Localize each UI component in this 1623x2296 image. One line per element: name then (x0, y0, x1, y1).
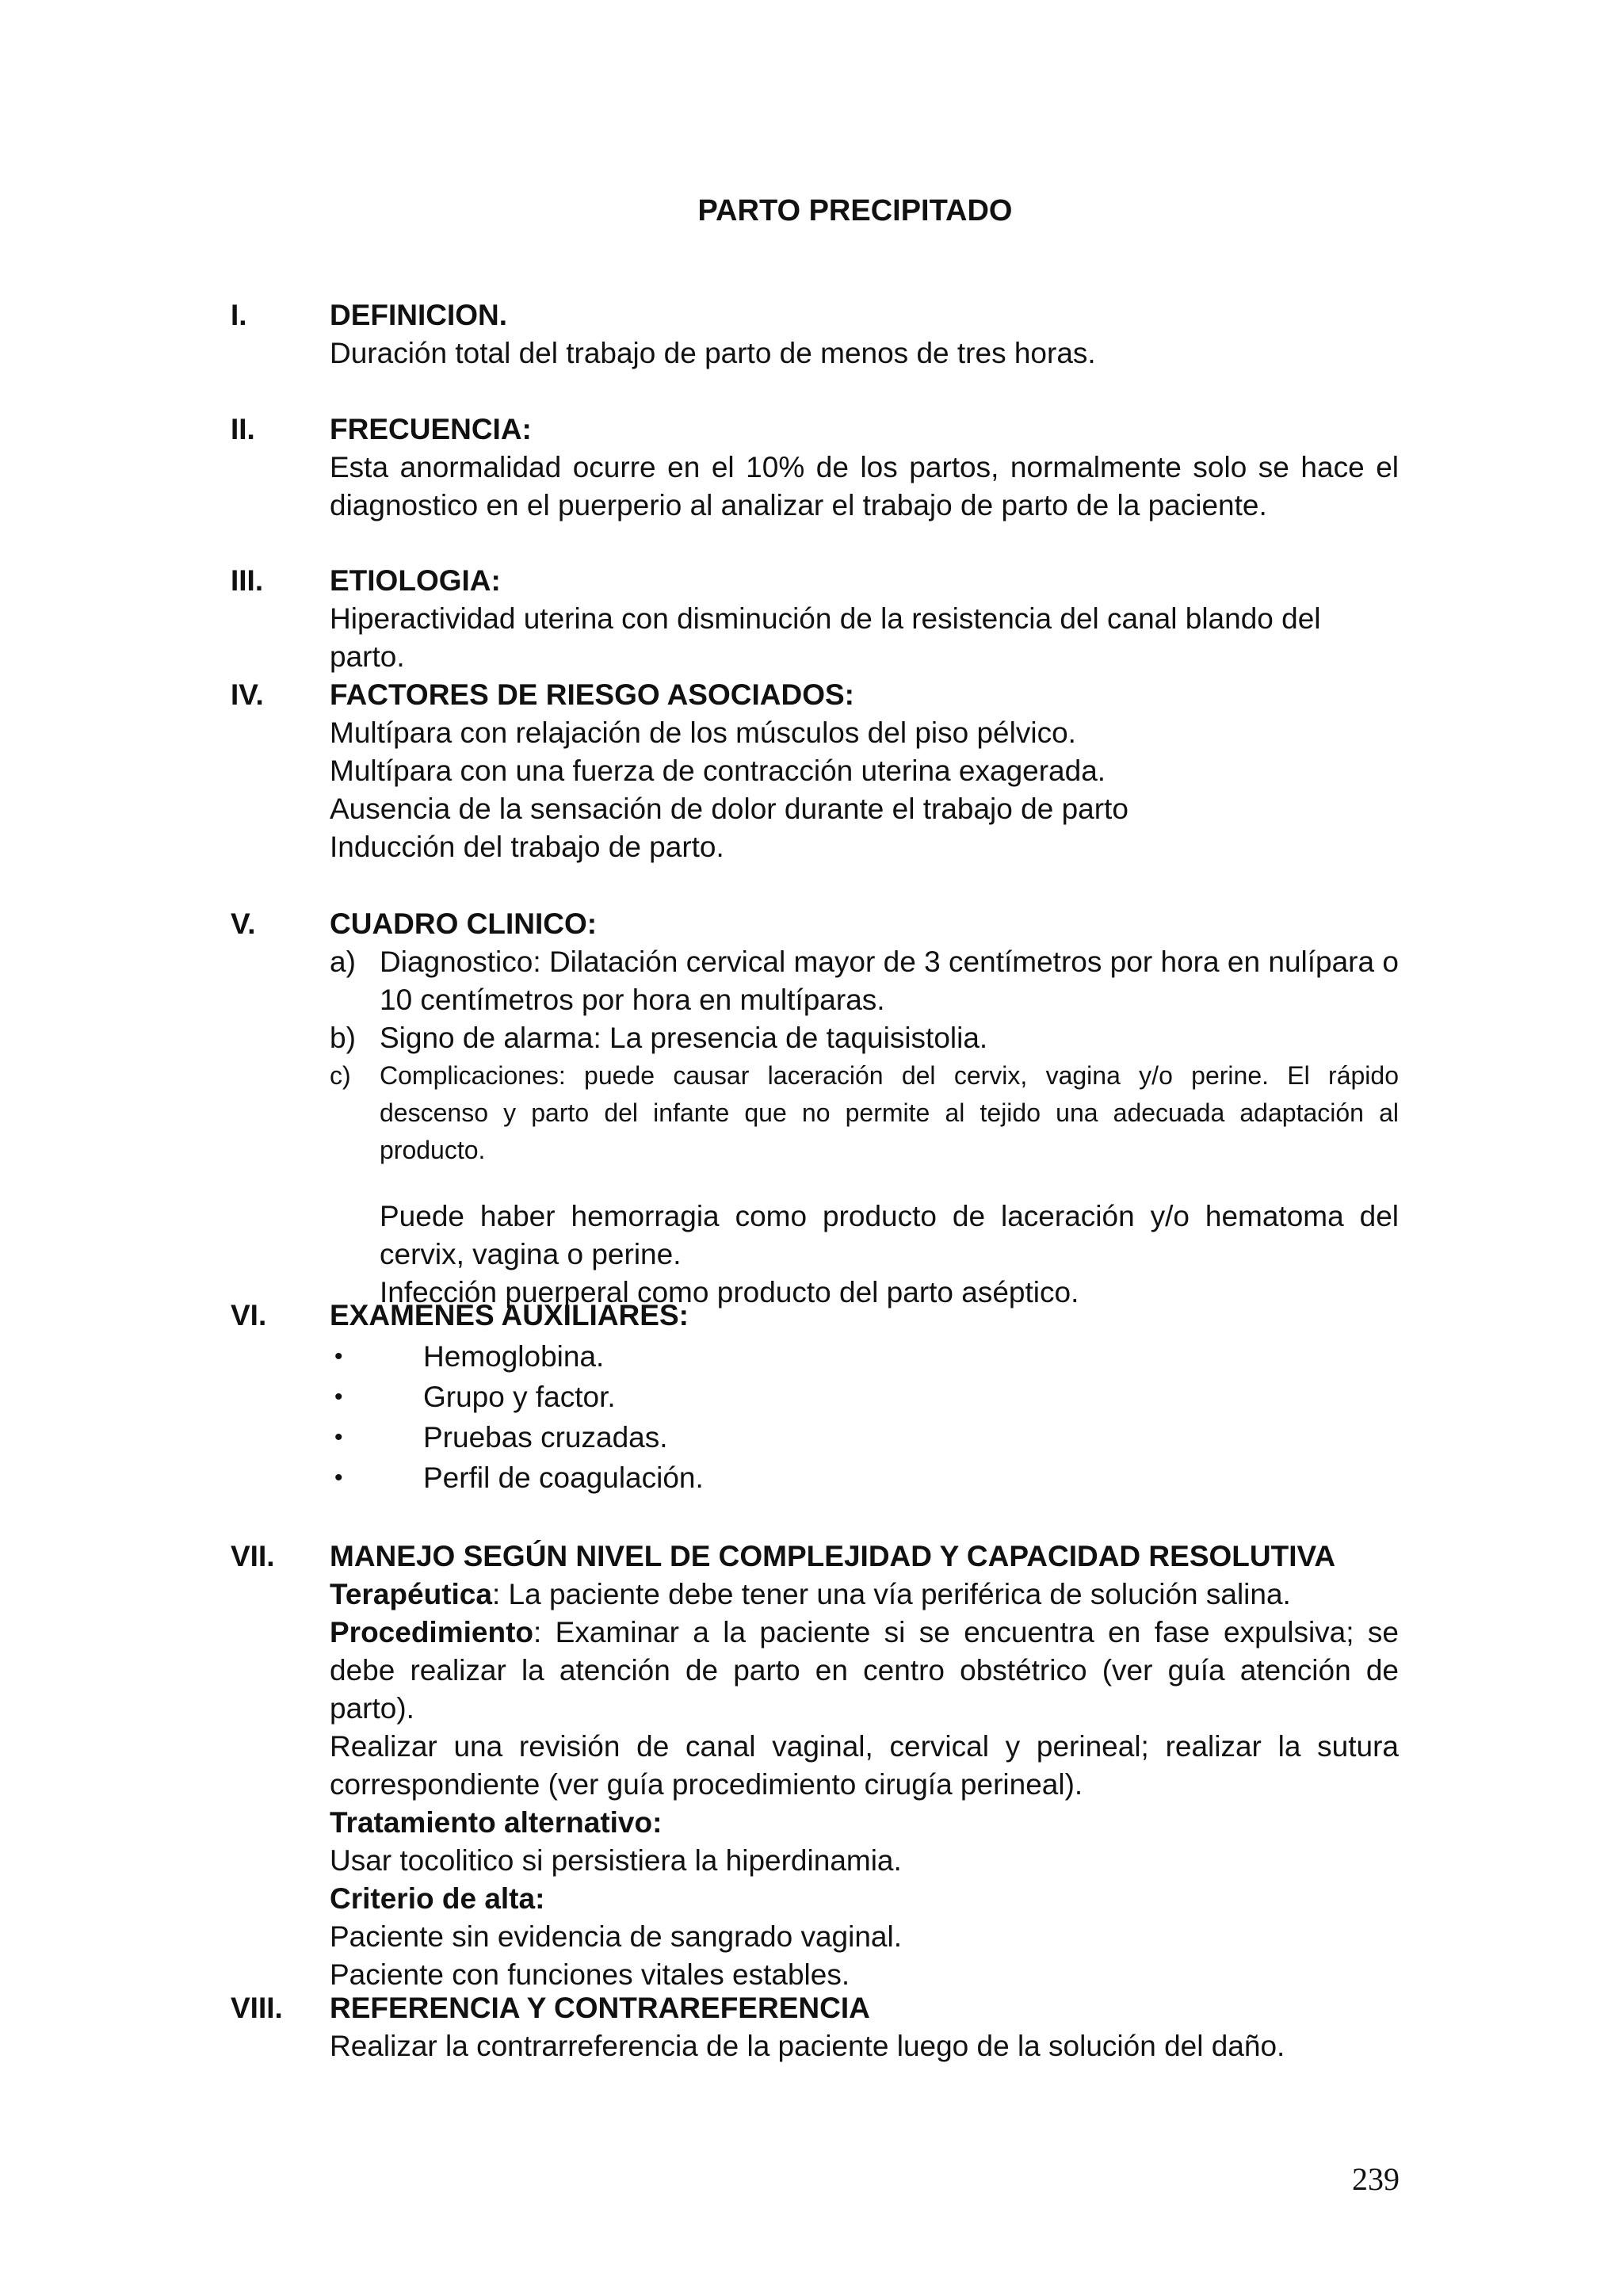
section-number: IV. (231, 678, 264, 711)
section-line: Realizar la contrarreferencia de la paciente luego de la solución del daño. (330, 2030, 1285, 2062)
section-heading: CUADRO CLINICO: (330, 907, 598, 940)
terapeutica-paragraph: Terapéutica: La paciente debe tener una vía periférica de solución salina. (330, 1578, 1291, 1610)
page-number: 239 (1352, 2161, 1400, 2197)
alternativo-label: Tratamiento alternativo: (330, 1806, 663, 1839)
section-number: III. (231, 564, 264, 597)
alternativo-text: Usar tocolitico si persistiera la hiperdinamia. (330, 1844, 902, 1877)
section-heading: REFERENCIA Y CONTRAREFERENCIA (330, 1992, 870, 2024)
lettered-item (330, 1057, 1399, 1169)
section-heading: ETIOLOGIA: (330, 564, 501, 597)
lettered-item (330, 1019, 1399, 1057)
revision-paragraph: Realizar una revisión de canal vaginal, cervical y perineal; realizar la sutura correspondiente (ver guía procedimiento cirugía perineal). (330, 1730, 1399, 1801)
alta-label: Criterio de alta: (330, 1882, 545, 1915)
item-label: b) (330, 1022, 356, 1054)
item-label: c) (330, 1061, 351, 1090)
bullet-item: • Hemoglobina. (330, 1336, 1399, 1377)
list-item: Inducción del trabajo de parto. (330, 831, 724, 863)
extra-paragraph: Puede haber hemorragia como producto de laceración y/o hematoma del cervix, vagina o perine. (380, 1200, 1399, 1270)
section-number: II. (231, 413, 255, 445)
extra-paragraph: Infección puerperal como producto del parto aséptico. (380, 1276, 1079, 1308)
lettered-item (330, 943, 1399, 1019)
section-line: Duración total del trabajo de parto de menos de tres horas. (330, 337, 1096, 369)
section-heading: EXAMENES AUXILIARES: (330, 1299, 689, 1331)
page-title: PARTO PRECIPITADO (697, 194, 1013, 227)
item-text: Complicaciones: puede causar laceración del cervix, vagina y/o perine. El rápido descenso y parto del infante que no permite al tejido una adecuada adaptación al producto. (380, 1061, 1399, 1164)
list-item: Ausencia de la sensación de dolor durante el trabajo de parto (330, 793, 1128, 825)
procedimiento-paragraph: Procedimiento: Examinar a la paciente si se encuentra en fase expulsiva; se debe realizar la atención de parto en centro obstétrico (ver guía atención de parto). (330, 1616, 1399, 1725)
alta-line: Paciente sin evidencia de sangrado vaginal. (330, 1920, 902, 1953)
section-heading: MANEJO SEGÚN NIVEL DE COMPLEJIDAD Y CAPACIDAD RESOLUTIVA (330, 1540, 1336, 1572)
procedimiento-label: Procedimiento (330, 1616, 533, 1648)
list-item: Multípara con relajación de los músculos del piso pélvico. (330, 716, 1076, 749)
item-text: Signo de alarma: La presencia de taquisistolia. (380, 1022, 988, 1054)
section-number: I. (231, 299, 247, 331)
section-number: VIII. (231, 1992, 283, 2024)
alta-line: Paciente con funciones vitales estables. (330, 1958, 850, 1991)
section-heading: FRECUENCIA: (330, 413, 532, 445)
list-item: Multípara con una fuerza de contracción uterina exagerada. (330, 755, 1106, 787)
clinical-extra (330, 1198, 1399, 1312)
section-number: VII. (231, 1540, 275, 1572)
section-heading: FACTORES DE RIESGO ASOCIADOS: (330, 678, 854, 711)
section-heading: DEFINICION. (330, 299, 508, 331)
bullet-icon: • (334, 1343, 343, 1370)
bullet-icon: • (334, 1465, 343, 1491)
section-line: Hiperactividad uterina con disminución de la resistencia del canal blando del parto. (330, 602, 1321, 673)
section-number: VI. (231, 1299, 267, 1331)
item-text: Diagnostico: Dilatación cervical mayor de 3 centímetros por hora en nulípara o 10 centímetros por hora en multíparas. (380, 946, 1399, 1016)
bullet-icon: • (334, 1384, 343, 1410)
terapeutica-label: Terapéutica (330, 1578, 492, 1610)
section-number: V. (231, 907, 256, 940)
bullet-item: • Perfil de coagulación. (330, 1457, 1399, 1498)
section-paragraph: Esta anormalidad ocurre en el 10% de los partos, normalmente solo se hace el diagnostico en el puerperio al analizar el trabajo de parto de la paciente. (330, 451, 1399, 521)
bullet-icon: • (334, 1424, 343, 1450)
bullet-list (330, 1336, 1399, 1498)
bullet-item: • Grupo y factor. (330, 1377, 1399, 1417)
bullet-item: • Pruebas cruzadas. (330, 1417, 1399, 1457)
item-label: a) (330, 946, 356, 978)
